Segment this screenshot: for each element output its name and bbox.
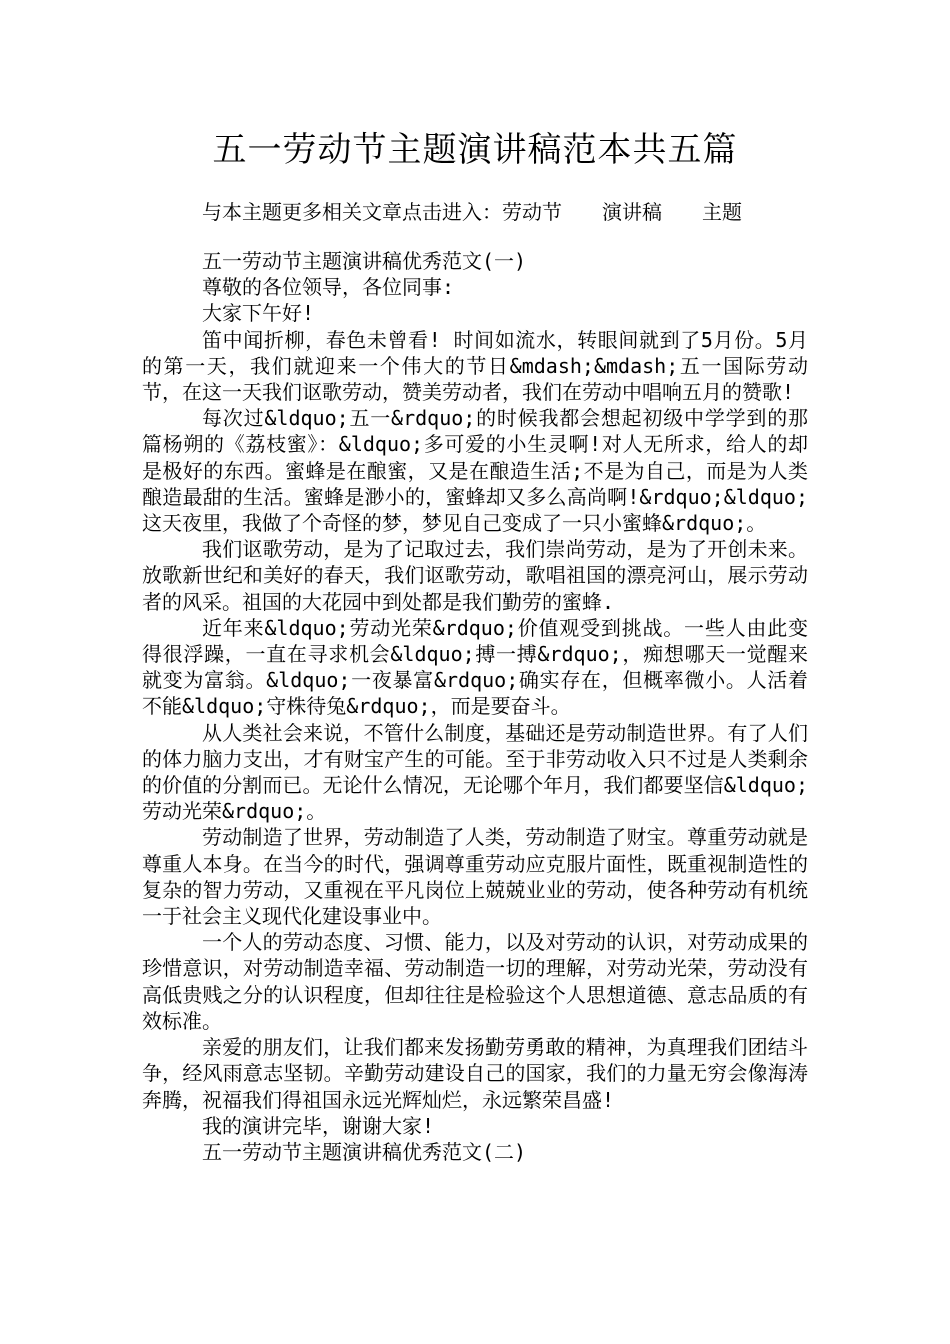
document-title: 五一劳动节主题演讲稿范本共五篇 [212, 130, 738, 170]
paragraph: 笛中闻折柳，春色未曾看! 时间如流水，转眼间就到了5月份。5月的第一天，我们就迎来一个伟大的节日&mdash;&mdash;五一国际劳动节，在这一天我们讴歌劳动，赞美劳动者，我们在劳动中唱响五月的赞歌! [142, 327, 808, 405]
document-body [142, 248, 808, 1165]
paragraph: 每次过&ldquo;五一&rdquo;的时候我都会想起初级中学学到的那篇杨朔的《荔枝蜜》：&ldquo;多可爱的小生灵啊!对人无所求，给人的却是极好的东西。蜜蜂是在酿蜜，又是在酿造生活;不是为自己，而是为人类酿造最甜的生活。蜜蜂是渺小的，蜜蜂却又多么高尚啊!&rdquo;&ldquo;这天夜里，我做了个奇怪的梦，梦见自己变成了一只小蜜蜂&rdquo;。 [142, 406, 808, 536]
related-link-theme[interactable]: 主题 [702, 200, 742, 224]
section-heading-1: 五一劳动节主题演讲稿优秀范文(一) [202, 249, 527, 273]
related-link-labor-day[interactable]: 劳动节 [502, 200, 562, 224]
greeting: 大家下午好! [202, 301, 315, 326]
paragraph: 劳动制造了世界，劳动制造了人类，劳动制造了财宝。尊重劳动就是尊重人本身。在当今的时代，强调尊重劳动应克服片面性，既重视制造性的复杂的智力劳动，又重视在平凡岗位上兢兢业业的劳动，使各种劳动有机统一于社会主义现代化建设事业中。 [142, 825, 808, 929]
related-link-speech[interactable]: 演讲稿 [602, 200, 662, 224]
paragraph: 从人类社会来说，不管什么制度，基础还是劳动制造世界。有了人们的体力脑力支出，才有财宝产生的可能。至于非劳动收入只不过是人类剩余的价值的分割而已。无论什么情况，无论哪个年月，我们都要坚信&ldquo;劳动光荣&rdquo;。 [142, 720, 808, 824]
salutation: 尊敬的各位领导，各位同事: [202, 275, 455, 300]
related-prefix: 与本主题更多相关文章点击进入： [202, 200, 502, 224]
paragraph: 我们讴歌劳动，是为了记取过去，我们崇尚劳动，是为了开创未来。放歌新世纪和美好的春天，我们讴歌劳动，歌唱祖国的漂亮河山，展示劳动者的风采。祖国的大花园中到处都是我们勤劳的蜜蜂. [142, 537, 808, 614]
section-heading-2: 五一劳动节主题演讲稿优秀范文(二) [202, 1139, 527, 1164]
related-articles-line [202, 198, 822, 226]
paragraph: 近年来&ldquo;劳动光荣&rdquo;价值观受到挑战。一些人由此变得很浮躁，一直在寻求机会&ldquo;搏一搏&rdquo;，痴想哪天一觉醒来就变为富翁。&ldquo;一夜暴富&rdquo;确实存在，但概率微小。人活着不能&ldquo;守株待兔&rdquo;，而是要奋斗。 [142, 615, 808, 719]
closing-line: 我的演讲完毕，谢谢大家! [202, 1113, 435, 1138]
paragraph: 亲爱的朋友们，让我们都来发扬勤劳勇敢的精神，为真理我们团结斗争，经风雨意志坚韧。辛勤劳动建设自己的国家，我们的力量无穷会像海涛奔腾，祝福我们得祖国永远光辉灿烂，永远繁荣昌盛! [142, 1035, 808, 1112]
paragraph: 一个人的劳动态度、习惯、能力，以及对劳动的认识，对劳动成果的珍惜意识，对劳动制造幸福、劳动制造一切的理解，对劳动光荣，劳动没有高低贵贱之分的认识程度，但却往往是检验这个人思想道德、意志品质的有效标准。 [142, 930, 808, 1033]
